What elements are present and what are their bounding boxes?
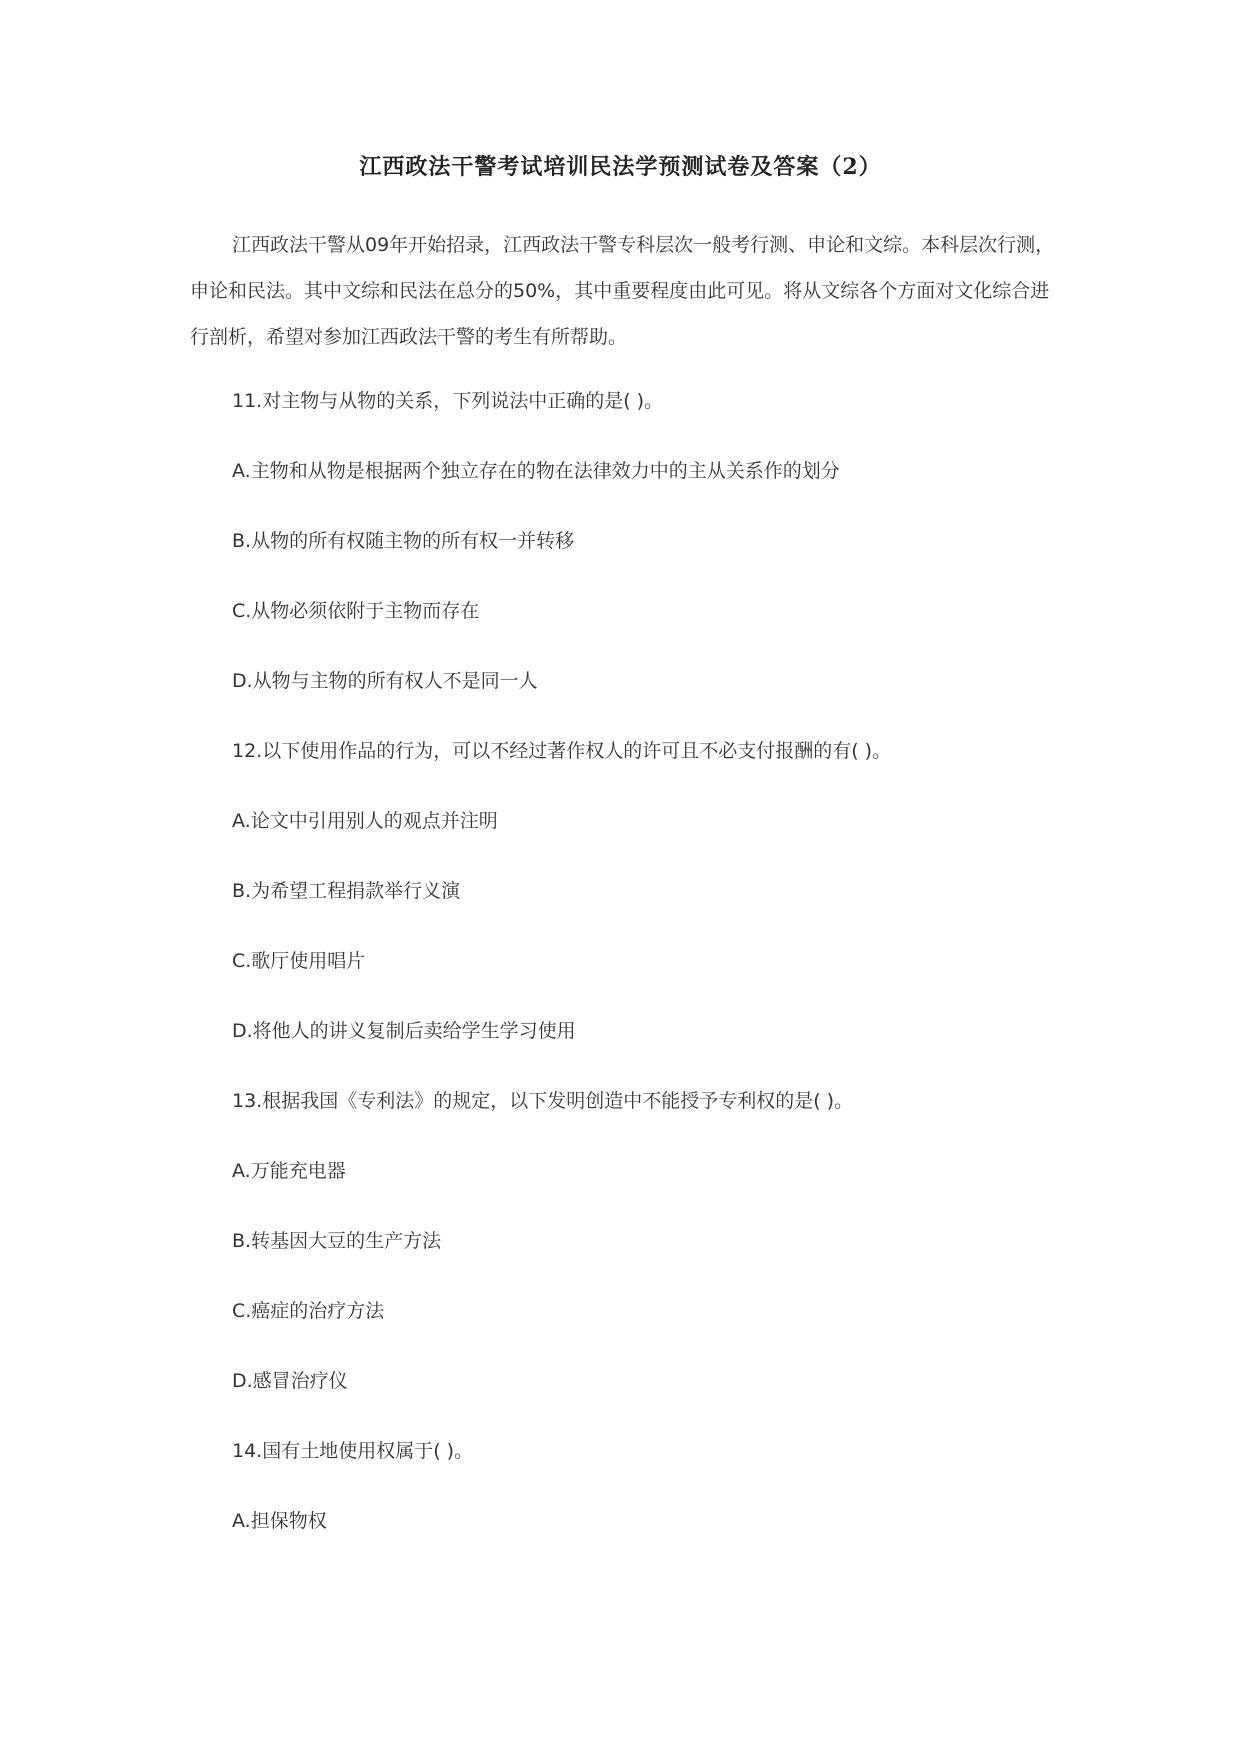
question-option: A.担保物权 (232, 1510, 327, 1532)
question-stem: 14.国有土地使用权属于( )。 (232, 1440, 474, 1462)
document-title: 江西政法干警考试培训民法学预测试卷及答案（2） (359, 154, 882, 180)
question-option: B.从物的所有权随主物的所有权一并转移 (232, 530, 575, 552)
question-option: A.万能充电器 (232, 1160, 346, 1182)
question-stem: 12.以下使用作品的行为，可以不经过著作权人的许可且不必支付报酬的有( )。 (232, 740, 892, 762)
question-option: C.癌症的治疗方法 (232, 1300, 385, 1322)
question-stem: 11.对主物与从物的关系，下列说法中正确的是( )。 (232, 390, 664, 412)
question-option: D.从物与主物的所有权人不是同一人 (232, 670, 538, 692)
question-option: D.将他人的讲义复制后卖给学生学习使用 (232, 1020, 576, 1042)
question-option: A.主物和从物是根据两个独立存在的物在法律效力中的主从关系作的划分 (232, 460, 840, 482)
question-option: C.歌厅使用唱片 (232, 950, 366, 972)
question-option: D.感冒治疗仪 (232, 1370, 348, 1392)
question-option: A.论文中引用别人的观点并注明 (232, 810, 498, 832)
question-option: C.从物必须依附于主物而存在 (232, 600, 480, 622)
question-option: B.为希望工程捐款举行义演 (232, 880, 461, 902)
question-stem: 13.根据我国《专利法》的规定，以下发明创造中不能授予专利权的是( )。 (232, 1090, 854, 1112)
question-option: B.转基因大豆的生产方法 (232, 1230, 442, 1252)
intro-paragraph: 江西政法干警从09年开始招录，江西政法干警专科层次一般考行测、申论和文综。本科层次行测，申论和民法。其中文综和民法在总分的50%，其中重要程度由此可见。将从文综各个方面对文化综合进行剖析，希望对参加江西政法干警的考生有所帮助。 (190, 234, 1055, 348)
